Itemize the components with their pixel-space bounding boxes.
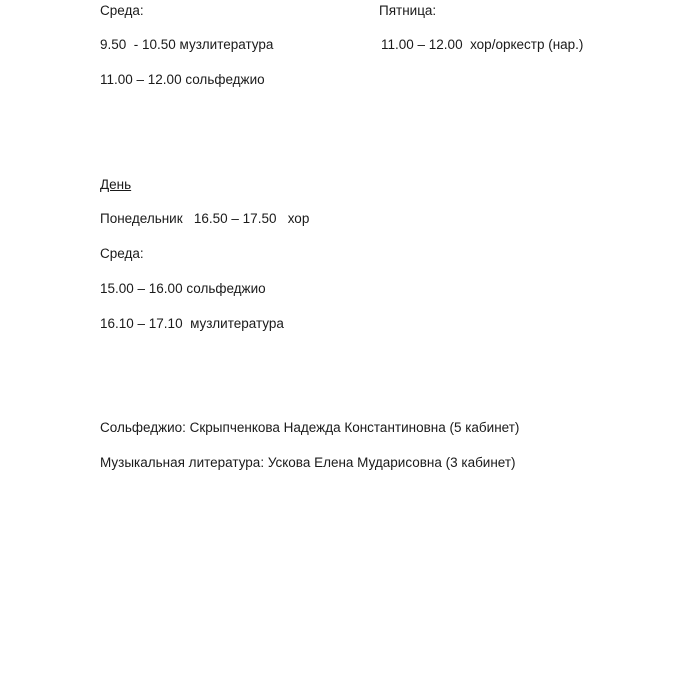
wednesday-lesson-2: 11.00 – 12.00 сольфеджио bbox=[100, 72, 265, 87]
day-wednesday-lesson-2: 16.10 – 17.10 музлитература bbox=[100, 316, 284, 331]
wednesday-heading: Среда: bbox=[100, 3, 144, 18]
wednesday-lesson-1: 9.50 - 10.50 музлитература bbox=[100, 37, 274, 52]
teacher-music-literature: Музыкальная литература: Ускова Елена Мударисовна (3 кабинет) bbox=[100, 455, 516, 470]
monday-lesson: Понедельник 16.50 – 17.50 хор bbox=[100, 211, 310, 226]
friday-heading: Пятница: bbox=[379, 3, 437, 18]
day-wednesday-heading: Среда: bbox=[100, 246, 144, 261]
day-wednesday-lesson-1: 15.00 – 16.00 сольфеджио bbox=[100, 281, 266, 296]
day-section-heading: День bbox=[100, 177, 132, 192]
teacher-solfeggio: Сольфеджио: Скрыпченкова Надежда Константиновна (5 кабинет) bbox=[100, 420, 520, 435]
friday-lesson-1: 11.00 – 12.00 хор/оркестр (нар.) bbox=[381, 37, 584, 52]
